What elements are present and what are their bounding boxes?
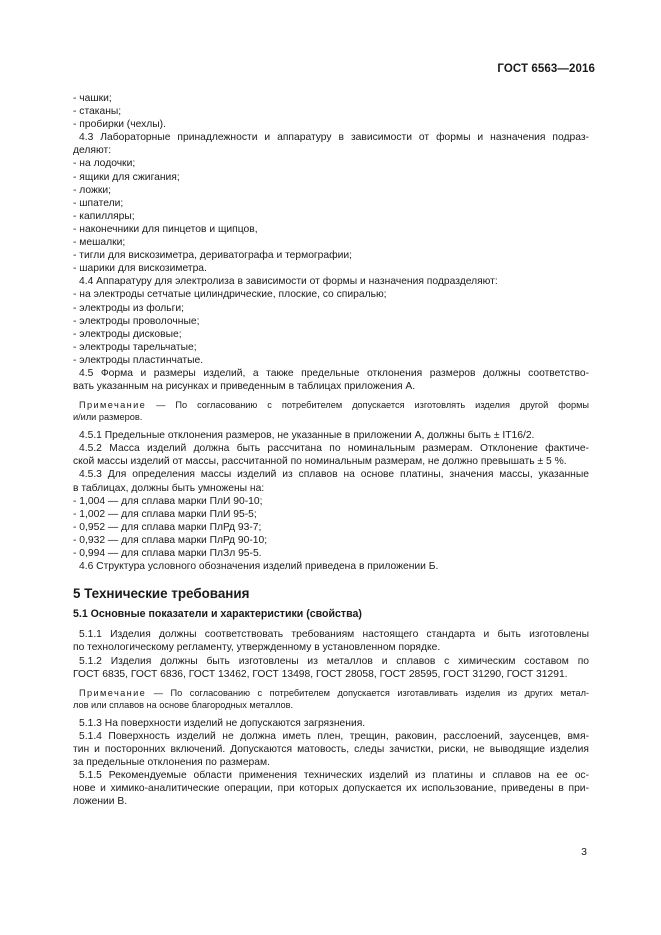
list-item: - 1,004 — для сплава марки ПлИ 90-10; <box>73 495 263 507</box>
subsection-5-1-title: 5.1 Основные показатели и характеристики (свойства) <box>73 608 362 621</box>
paragraph-5-1-4-line2: тин и посторонних включений. Допускаются матовость, следы зачистки, риски, не выводящие изделия <box>73 743 589 755</box>
list-item: - 0,994 — для сплава марки ПлЗл 95-5. <box>73 548 262 559</box>
list-item: - чашки; <box>73 93 112 104</box>
paragraph-5-1-2-line1: 5.1.2 Изделия должны быть изготовлены из металлов и сплавов с химическим составом по <box>79 655 589 667</box>
note-text: лов или сплавов на основе благородных металлов. <box>73 699 294 710</box>
paragraph-4-3-line2: деляют: <box>73 145 112 157</box>
paragraph-5-1-3: 5.1.3 На поверхности изделий не допускаются загрязнения. <box>79 717 366 729</box>
paragraph-4-5-line1: 4.5 Форма и размеры изделий, а также предельные отклонения размеров должны соответство- <box>79 367 589 379</box>
note-2 <box>73 687 589 711</box>
document-code: ГОСТ 6563—2016 <box>497 63 595 75</box>
paragraph-4-5-3-line1: 4.5.3 Для определения массы изделий из сплавов на основе платины, значения массы, указанные <box>79 469 589 481</box>
list-item: - на электроды сетчатые цилиндрические, плоские, со спиралью; <box>73 289 387 301</box>
paragraph-5-1-2-line2: ГОСТ 6835, ГОСТ 6836, ГОСТ 13462, ГОСТ 13498, ГОСТ 28058, ГОСТ 28595, ГОСТ 31290, ГОСТ 31291. <box>73 668 568 680</box>
paragraph-4-5-line2: вать указанным на рисунках и приведенным в таблицах приложения А. <box>73 381 416 393</box>
paragraph-4-5-2-line1: 4.5.2 Масса изделий должна быть рассчитана по номинальным размерам. Отклонение фактиче- <box>79 443 589 455</box>
paragraph-5-1-1-line2: по технологическому регламенту, утвержденному в установленном порядке. <box>73 642 441 654</box>
list-item: - мешалки; <box>73 237 126 249</box>
list-item: - 0,952 — для сплава марки ПлРд 93-7; <box>73 521 262 533</box>
list-item: - ложки; <box>73 184 112 196</box>
list-item: - электроды тарельчатые; <box>73 341 197 353</box>
list-item: - 0,932 — для сплава марки ПлРд 90-10; <box>73 534 268 546</box>
paragraph-5-1-4-line3: за предельные отклонения по размерам. <box>73 757 270 769</box>
page-number: 3 <box>581 846 587 858</box>
paragraph-5-1-4-line1: 5.1.4 Поверхность изделий не должна иметь плен, трещин, раковин, расслоений, заусенцев, вмя- <box>79 730 589 742</box>
note-1 <box>73 399 589 423</box>
paragraph-4-5-3-line2: в таблицах, должны быть умножены на: <box>73 482 265 494</box>
list-item: - ящики для сжигания; <box>73 171 180 183</box>
note-text: — По согласованию с потребителем допускается изготовлять изделия другой формы <box>146 400 589 411</box>
list-item: - стаканы; <box>73 106 122 118</box>
section-5-title: 5 Технические требования <box>73 586 250 602</box>
list-item: - электроды проволочные; <box>73 315 200 327</box>
list-item: - капилляры; <box>73 210 135 222</box>
list-item: - на лодочки; <box>73 158 136 170</box>
paragraph-5-1-5-line2: нове и химико-аналитические операции, при которых допускается их использование, приведены в при- <box>73 783 589 795</box>
list-item: - шарики для вискозиметра. <box>73 263 207 275</box>
page-body <box>73 92 589 808</box>
list-item: - 1,002 — для сплава марки ПлИ 95-5; <box>73 508 257 520</box>
list-item: - пробирки (чехлы). <box>73 119 166 131</box>
paragraph-5-1-1-line1: 5.1.1 Изделия должны соответствовать требованиям настоящего стандарта и быть изготовлены <box>79 629 589 641</box>
list-item: - тигли для вискозиметра, дериватографа и термографии; <box>73 250 352 262</box>
paragraph-4-4: 4.4 Аппаратуру для электролиза в зависимости от формы и назначения подразделяют: <box>79 276 498 288</box>
paragraph-4-5-1: 4.5.1 Предельные отклонения размеров, не указанные в приложении А, должны быть ± IT16/2. <box>79 430 535 442</box>
list-item: - электроды из фольги; <box>73 302 184 314</box>
paragraph-4-3-line1: 4.3 Лабораторные принадлежности и аппаратуру в зависимости от формы и назначения подраз- <box>79 132 589 144</box>
list-item: - электроды пластинчатые. <box>73 354 204 366</box>
note-label: Примечание <box>79 400 147 411</box>
paragraph-5-1-5-line1: 5.1.5 Рекомендуемые области применения технических изделий из платины и сплавов на ее ос- <box>79 770 589 782</box>
note-text: — По согласованию с потребителем допускается изготавливать изделия из других метал- <box>146 687 589 698</box>
paragraph-4-5-2-line2: ской массы изделий от массы, рассчитанной по номинальным размерам, не должно превышать ± 5 %. <box>73 456 567 468</box>
paragraph-5-1-5-line3: ложении В. <box>73 796 128 808</box>
note-text: и/или размеров. <box>73 412 143 423</box>
list-item: - электроды дисковые; <box>73 328 182 340</box>
note-label: Примечание <box>79 687 147 698</box>
list-item: - наконечники для пинцетов и щипцов, <box>73 223 258 235</box>
paragraph-4-6: 4.6 Структура условного обозначения изделий приведена в приложении Б. <box>79 561 439 573</box>
list-item: - шпатели; <box>73 197 124 209</box>
